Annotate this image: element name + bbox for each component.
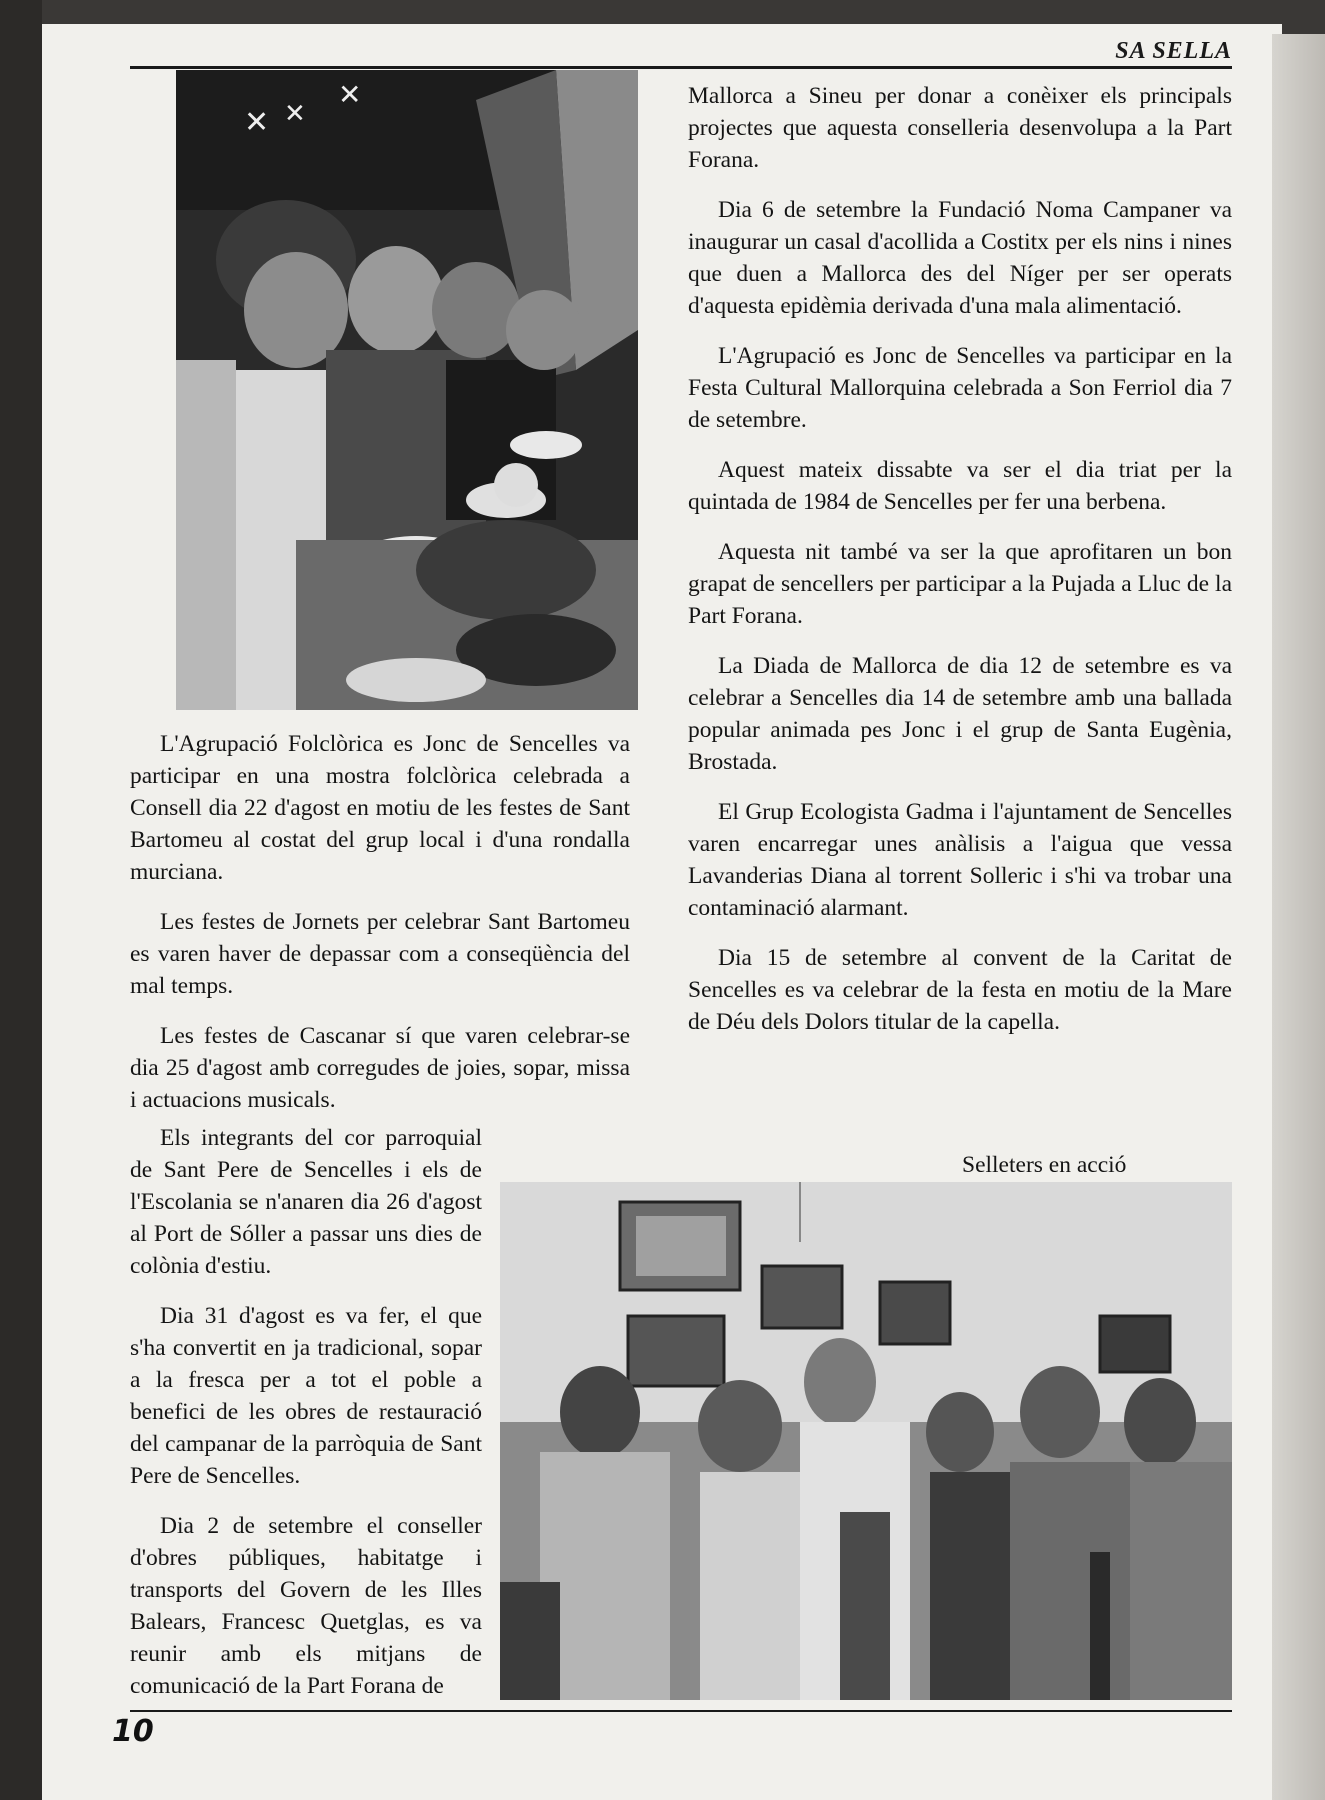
paragraph: L'Agrupació es Jonc de Sencelles va participar en la Festa Cultural Mallorquina celebrada a Son Ferriol dia 7 de setembre.	[688, 343, 1232, 433]
article-signature: Selleters en acció	[962, 1152, 1127, 1178]
paragraph: Dia 2 de setembre el conseller d'obres públiques, habitatge i transports del Govern de les Illes Balears, Francesc Quetglas, es va reunir amb els mitjans de comunicació de la Part Forana de	[130, 1513, 482, 1699]
paragraph: La Diada de Mallorca de dia 12 de setembre es va celebrar a Sencelles dia 14 de setembre amb una ballada popular animada pes Jonc i el grup de Santa Eugènia, Brostada.	[688, 653, 1232, 775]
paragraph: Dia 6 de setembre la Fundació Noma Campaner va inaugurar un casal d'acollida a Costitx per els nins i nines que duen a Mallorca des del Níger per ser operats d'aquesta epidèmia derivada d'una mala alimentació.	[688, 197, 1232, 319]
header-rule	[130, 66, 1232, 69]
scan-background-right	[1272, 34, 1325, 1800]
svg-text:✕: ✕	[284, 99, 306, 129]
svg-text:✕: ✕	[244, 105, 270, 140]
exhibition-photo	[500, 1182, 1232, 1700]
paragraph: Dia 15 de setembre al convent de la Caritat de Sencelles es va celebrar de la festa en motiu de la Mare de Déu dels Dolors titular de la capella.	[688, 945, 1232, 1035]
paragraph: Aquesta nit també va ser la que aprofitaren un bon grapat de sencellers per participar a la Pujada a Lluc de la Part Forana.	[688, 539, 1232, 629]
page-header: SA SELLA	[1115, 38, 1232, 64]
folk-dinner-photo	[176, 70, 638, 710]
paragraph: Dia 31 d'agost es va fer, el que s'ha convertit en ja tradicional, sopar a la fresca per a tot el poble a benefici de les obres de restauració del campanar de la parròquia de Sant Pere de Sencelles.	[130, 1303, 482, 1489]
paragraph: Les festes de Cascanar sí que varen celebrar-se dia 25 d'agost amb corregudes de joies, sopar, missa i actuacions musicals.	[130, 1023, 630, 1113]
left-narrow-column-text	[130, 1122, 482, 1720]
magazine-page	[42, 24, 1282, 1800]
left-column-text	[130, 728, 630, 1134]
exhibition-photo-drawing	[500, 1182, 1232, 1700]
paragraph: L'Agrupació Folclòrica es Jonc de Sencelles va participar en una mostra folclòrica celebrada a Consell dia 22 d'agost en motiu de les festes de Sant Bartomeu al costat del grup local i d'una rondalla murciana.	[130, 731, 630, 885]
page-number: 10	[112, 1714, 154, 1749]
right-column-text	[688, 80, 1232, 1056]
paragraph: Aquest mateix dissabte va ser el dia triat per la quintada de 1984 de Sencelles per fer una berbena.	[688, 457, 1232, 515]
paragraph: Les festes de Jornets per celebrar Sant Bartomeu es varen haver de depassar com a conseqüència del mal temps.	[130, 909, 630, 999]
paragraph: Mallorca a Sineu per donar a conèixer els principals projectes que aquesta conselleria desenvolupa a la Part Forana.	[688, 83, 1232, 173]
footer-rule	[130, 1710, 1232, 1712]
paragraph: Els integrants del cor parroquial de Sant Pere de Sencelles i els de l'Escolania se n'anaren dia 26 d'agost al Port de Sóller a passar uns dies de colònia d'estiu.	[130, 1125, 482, 1279]
paragraph: El Grup Ecologista Gadma i l'ajuntament de Sencelles varen encarregar unes anàlisis a l'aigua que vessa Lavanderias Diana al torrent Solleric i s'hi va trobar una contaminació alarmant.	[688, 799, 1232, 921]
svg-text:✕: ✕	[338, 78, 362, 111]
scan-background-left	[0, 0, 42, 1800]
folk-dinner-photo-drawing	[176, 70, 638, 710]
